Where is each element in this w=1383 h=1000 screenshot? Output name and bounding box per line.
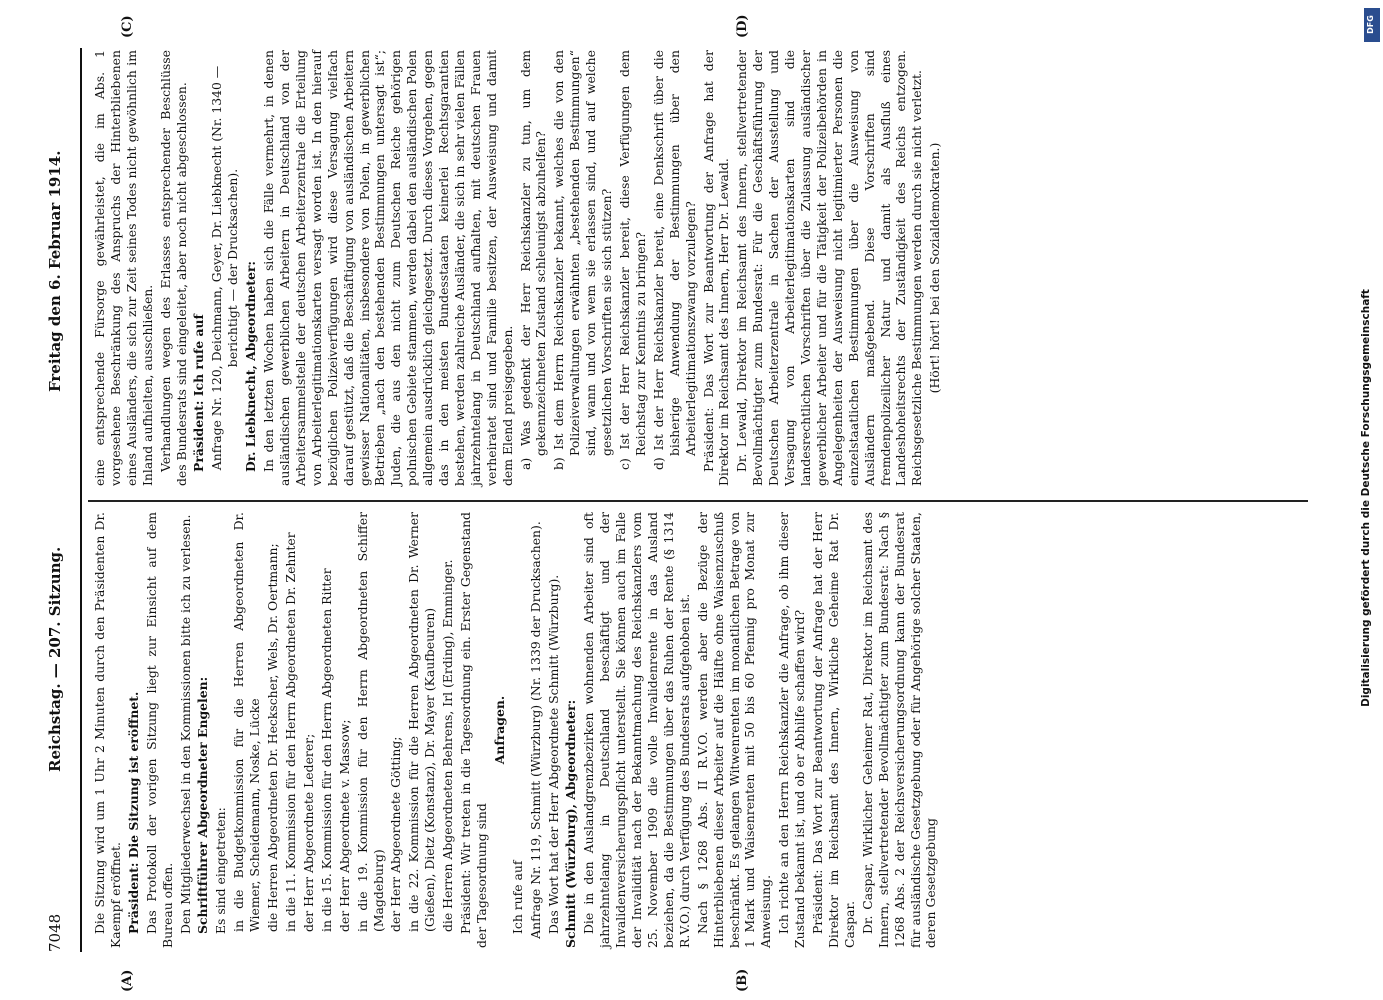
paragraph: d) Ist der Herr Reichskanzler bereit, eine Denkschrift über die bisherige Anwendung der Bestimmungen über den Arbeiterlegitimationszwang vorzulegen? (650, 50, 698, 470)
paragraph: Präsident: Wir treten in die Tagesordnung ein. Erster Gegenstand der Tagesordnung sind (458, 512, 489, 948)
column-separator (88, 501, 1308, 503)
paragraph: die Herren Abgeordneten Behrens, Irl (Erding), Emminger. (440, 559, 456, 932)
right-column (92, 50, 945, 486)
paragraph: in die Budgetkommission für die Herren Abgeordneten Dr. Wiemer, Scheidemann, Noske, Lücke (231, 512, 263, 932)
paragraph: Schriftführer Abgeordneter Engelen: (195, 676, 211, 934)
paragraph: Es sind eingetreten: (213, 807, 229, 934)
sidebar-credit (1360, 8, 1380, 988)
paragraph: Nach § 1268 Abs. II R.V.O. werden aber die Bezüge der Hinterbliebenen dieser Arbeiter auf die Hälfte ohne Waisenzuschuß beschränkt. Es gelangen Witwenrenten im monatlichen Betrage von 1 Mark und Waisenrenten mit 50 bis 60 Pfennig pro Monat zur Anweisung. (694, 512, 774, 948)
paragraph: Dr. Liebknecht, Abgeordneter: (243, 261, 259, 472)
paragraph: in die 19. Kommission für den Herrn Abgeordneten Schiffer (Magdeburg) (354, 512, 386, 932)
left-column (92, 512, 941, 948)
dfg-logo: DFG (1364, 8, 1380, 42)
margin-mark-d: (D) (735, 14, 750, 38)
paragraph: in die 22. Kommission für die Herren Abgeordneten Dr. Werner (Gießen), Dietz (Konstanz), Dr. Mayer (Kaufbeuren) (406, 512, 438, 932)
paragraph: Dr. Lewald, Direktor im Reichsamt des Innern, stellvertretender Bevollmächtigter zum Bundesrat: Für die Geschäftsführung der Deutschen Arbeiterzentrale in Sachen der Ausstellung und Versagung von Arbeiterlegitimationskarten sind die landesrechtlichen Vorschriften über die Zulassung ausländischer gewerblicher Arbeiter und für die Tätigkeit der Polizeibehörden in Angelegenheiten der Ausweisung nicht legitimierter Personen die einzelstaatlichen Bestimmungen über die Ausweisung von Ausländern maßgebend. Diese Vorschriften sind fremdenpolizeilicher Natur und damit als Ausfluß eines Landeshoheitsrechts der Zuständigkeit des Reichs entzogen. Reichsgesetzliche Bestimmungen werden durch sie nicht verletzt. (734, 50, 925, 486)
paragraph: Anfragen. (491, 695, 507, 765)
paragraph: Die Sitzung wird um 1 Uhr 2 Minuten durch den Präsidenten Dr. Kaempf eröffnet. (92, 512, 123, 948)
paragraph: Anfrage Nr. 120, Deichmann, Geyer, Dr. Liebknecht (Nr. 1340 — berichtigt — der Drucksachen). (209, 65, 241, 471)
paragraph: Präsident: Das Wort zur Beantwortung der Anfrage hat der Direktor im Reichsamt des Innern, Herr Dr. Lewald. (700, 50, 732, 486)
header-rule (80, 48, 82, 952)
paragraph: Präsident: Das Wort zur Beantwortung der Anfrage hat der Herr Direktor im Reichsamt des Innern, Wirkliche Geheime Rat Dr. Caspar. (810, 512, 857, 948)
header-left-title: Reichstag. — 207. Sitzung. (46, 546, 64, 772)
paragraph: der Herr Abgeordnete Götting; (388, 736, 404, 932)
paragraph: Präsident: Ich rufe auf (191, 314, 207, 472)
paragraph: die Herren Abgeordneten Dr. Heckscher, Wels, Dr. Oertmann; (265, 543, 281, 932)
margin-mark-c: (C) (120, 15, 135, 38)
margin-mark-a: (A) (120, 969, 135, 992)
paragraph: Präsident: Die Sitzung ist eröffnet. (125, 691, 141, 934)
paragraph: Verhandlungen wegen des Erlasses entsprechender Beschlüsse des Bundesrats sind eingeleitet, aber noch nicht abgeschlossen. (157, 50, 189, 486)
paragraph: in die 11. Kommission für den Herrn Abgeordneten Dr. Zehnter (282, 532, 298, 932)
paragraph: Dr. Caspar, Wirklicher Geheimer Rat, Direktor im Reichsamt des Innern, stellvertretender Bevollmächtigter zum Bundesrat: Nach § 1268 Abs. 2 der Reichsversicherungsordnung kann der Bundesrat für ausländische Gesetzgebung oder für Angehörige solcher Staaten, deren Gesetzgebung (859, 512, 939, 948)
paragraph: Die in den Auslandgrenzbezirken wohnenden Arbeiter sind oft jahrzehntelang in Deutschland beschäftigt und der Invalidenversicherungspflicht unterstellt. Sie können auch im Falle der Invalidität nach der Bekanntmachung des Reichskanzlers vom 25. November 1909 die volle Invalidenrente in das Ausland beziehen, da die Bestimmungen über das Ruhen der Rente (§ 1314 R.V.O.) durch Verfügung des Bundesrats aufgehoben ist. (581, 512, 692, 948)
paragraph: der Herr Abgeordnete v. Massow; (336, 719, 352, 932)
page-header (42, 48, 68, 952)
paragraph: der Herr Abgeordnete Lederer; (300, 733, 316, 932)
paragraph: Das Protokoll der vorigen Sitzung liegt zur Einsicht auf dem Bureau offen. (143, 512, 175, 948)
paragraph: a) Was gedenkt der Herr Reichskanzler zu tun, um dem gekennzeichneten Zustand schleunigst abzuhelfen? (517, 50, 549, 470)
margin-mark-b: (B) (735, 968, 750, 992)
paragraph: In den letzten Wochen haben sich die Fälle vermehrt, in denen ausländischen gewerblichen Arbeitern in Deutschland von der Arbeitersammelstelle der deutschen Arbeiterzentrale die Erteilung von Arbeiterlegitimationskarten versagt worden ist. In den hierauf bezüglichen Polizeiverfügungen wird diese Versagung vielfach darauf gestützt, daß die Beschäftigung von ausländischen Arbeitern gewisser Nationalitäten, insbesondere von Polen, in gewerblichen Betrieben „nach den bestehenden Bestimmungen untersagt ist“; Juden, die aus den nicht zum Deutschen Reiche gehörigen polnischen Gebiete stammen, werden dabei den ausländischen Polen allgemein ausdrücklich gleichgesetzt. Durch dieses Vorgehen, gegen das in den meisten Bundesstaaten keinerlei Rechtsgarantien bestehen, werden zahlreiche Ausländer, die sich in sehr vielen Fällen jahrzehntelang in Deutschland aufhalten, mit deutschen Frauen verheiratet sind und Familie besitzen, der Ausweisung und damit dem Elend preisgegeben. (261, 50, 515, 486)
paragraph: Ich rufe auf (509, 860, 525, 934)
paragraph: c) Ist der Herr Reichskanzler bereit, diese Verfügungen dem Reichstag zur Kenntnis zu bringen? (617, 50, 648, 470)
paragraph: in die 15. Kommission für den Herrn Abgeordneten Ritter (318, 568, 334, 932)
paragraph: Ich richte an den Herrn Reichskanzler die Anfrage, ob ihm dieser Zustand bekannt ist, und ob er Abhilfe schaffen wird? (776, 512, 808, 948)
digitization-credit-text: Digitalisierung gefördert durch die Deutsche Forschungsgemeinschaft (1360, 289, 1372, 707)
paragraph: b) Ist dem Herrn Reichskanzler bekannt, welches die von den Polizeiverwaltungen erwähnten „bestehenden Bestimmungen“ sind, wann und von wem sie erlassen sind, und auf welche gesetzlichen Vorschriften sie sich stützen? (551, 50, 615, 470)
page-number: 7048 (46, 913, 64, 952)
paragraph: Anfrage Nr. 119, Schmitt (Würzburg) (Nr. 1339 der Drucksachen). (527, 521, 543, 939)
header-right-title: Freitag den 6. Februar 1914. (46, 150, 64, 392)
paragraph: eine entsprechende Fürsorge gewährleistet, die im Abs. 1 vorgesehene Beschränkung des Anspruchs der Hinterbliebenen eines Ausländers, die sich zur Zeit seines Todes nicht gewöhnlich im Inland aufhielten, ausschließen. (92, 50, 155, 486)
paragraph: (Hört! hört! bei den Sozialdemokraten.) (927, 142, 943, 394)
paragraph: Schmitt (Würzburg), Abgeordneter: (563, 699, 579, 948)
paragraph: Den Mitgliederwechsel in den Kommissionen bitte ich zu verlesen. (177, 514, 193, 934)
paragraph: Das Wort hat der Herr Abgeordnete Schmitt (Würzburg). (545, 574, 561, 934)
